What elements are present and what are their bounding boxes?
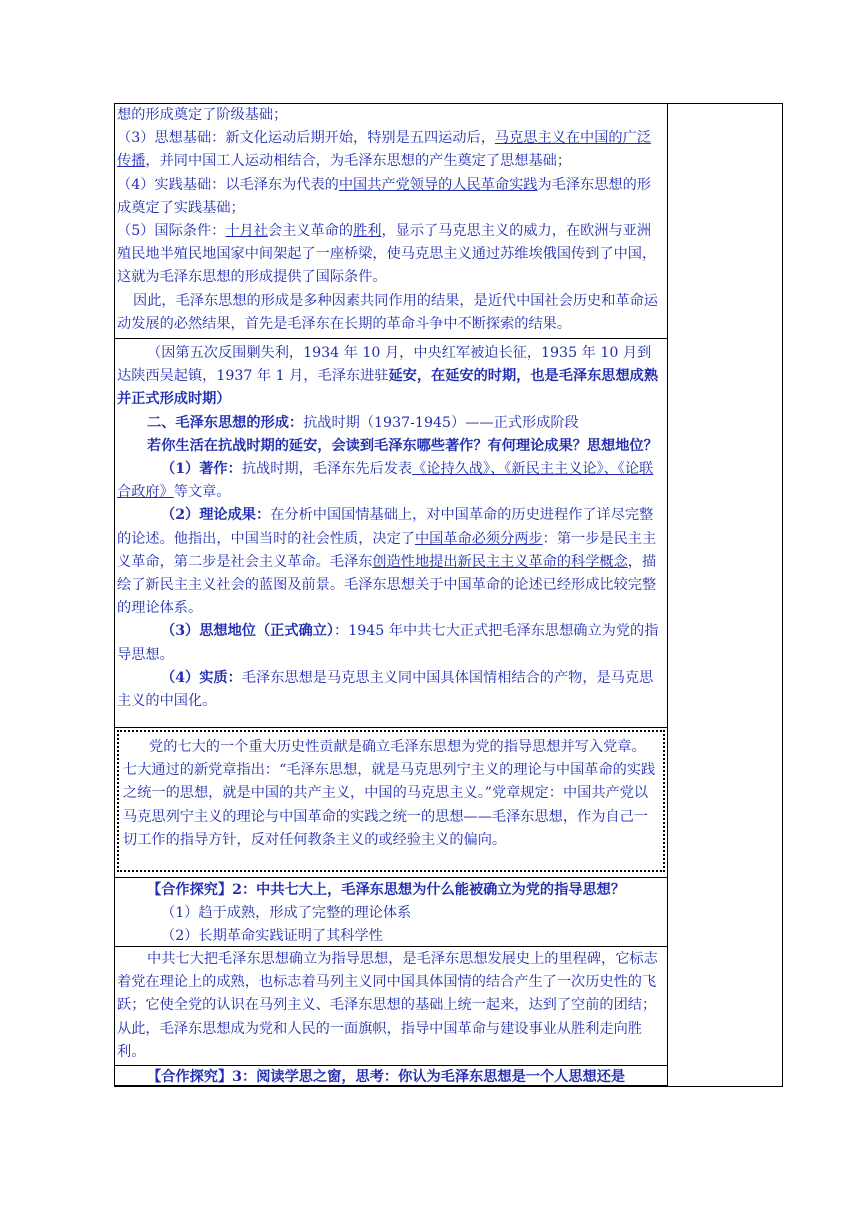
quote-box — [117, 730, 665, 872]
works-item: （1）著作：抗战时期，毛泽东先后发表《论持久战》、《新民主主义论》、《论联合政府》等文章。 — [117, 461, 654, 501]
cooperative-inquiry-2 — [115, 878, 667, 947]
significance-block — [115, 947, 667, 1066]
formation-conditions-block — [115, 104, 667, 339]
background-note: （因第五次反围剿失利，1934 年 10 月，中央红军被迫长征，1935 年 10 月到达陕西吴起镇，1937 年 1 月，毛泽东进驻延安，在延安的时期，也是毛泽东思想成熟并正式形成时期） — [117, 345, 659, 408]
quote-block — [115, 728, 667, 878]
column-divider — [667, 103, 668, 1087]
conclusion: 因此，毛泽东思想的形成是多种因素共同作用的结果，是近代中国社会历史和革命运动发展的必然结果，首先是毛泽东在长期的革命斗争中不断探索的结果。 — [117, 292, 658, 332]
guiding-question: 若你生活在抗战时期的延安，会读到毛泽东哪些著作？有何理论成果？思想地位？ — [147, 437, 658, 454]
inquiry-2-answer-2: （2）长期革命实践证明了其科学性 — [161, 928, 383, 945]
cooperative-inquiry-3 — [115, 1066, 667, 1086]
party-constitution-quote: 党的七大的一个重大历史性贡献是确立毛泽东思想为党的指导思想并写入党章。七大通过的新党章指出：“毛泽东思想，就是马克思列宁主义的理论与中国革命的实践之统一的思想，就是中国的共产主义，中国的马克思主义。”党章规定：中国共产党以马克思列宁主义的理论与中国革命的实践之统一的思想——毛泽东思想，作为自己一切工作的指导方针，反对任何教条主义的或经验主义的偏向。 — [123, 739, 656, 848]
theory-item: （2）理论成果：在分析中国国情基础上，对中国革命的历史进程作了详尽完整的论述。他指出，中国当时的社会性质，决定了中国革命必须分两步：第一步是民主主义革命，第二步是社会主义革命。毛泽东创造性地提出新民主主义革命的科学概念，描绘了新民主主义社会的蓝图及前景。毛泽东思想关于中国革命的论述已经形成比较完整的理论体系。 — [117, 507, 657, 617]
essence-item: （4）实质：毛泽东思想是马克思主义同中国具体国情相结合的产物，是马克思主义的中国化。 — [117, 669, 654, 710]
main-column — [115, 104, 667, 1086]
inquiry-2-answer-1: （1）趋于成熟，形成了完整的理论体系 — [161, 905, 412, 922]
seventh-congress-significance: 中共七大把毛泽东思想确立为指导思想，是毛泽东思想发展史上的里程碑，它标志着党在理论上的成熟，也标志着马列主义同中国具体国情的结合产生了一次历史性的飞跃；它使全党的认识在马列主义、毛泽东思想的基础上统一起来，达到了空前的团结；从此，毛泽东思想成为党和人民的一面旗帜，指导中国革命与建设事业从胜利走向胜利。 — [117, 951, 658, 1060]
international-conditions: （5）国际条件：十月社会主义革命的胜利，显示了马克思主义的威力，在欧洲与亚洲殖民地半殖民地国家中间架起了一座桥梁，使马克思主义通过苏维埃俄国传到了中国，这就为毛泽东思想的形成提供了国际条件。 — [117, 223, 657, 286]
formation-stage-block — [115, 339, 667, 728]
inquiry-2-question: 【合作探究】2：中共七大上，毛泽东思想为什么能被确立为党的指导思想？ — [147, 882, 626, 898]
practical-basis: （4）实践基础：以毛泽东为代表的中国共产党领导的人民革命实践为毛泽东思想的形成奠定了实践基础； — [117, 176, 651, 216]
section-heading: 二、毛泽东思想的形成：抗战时期（1937-1945）——正式形成阶段 — [147, 414, 579, 431]
inquiry-3-question: 【合作探究】3：阅读学思之窗，思考：你认为毛泽东思想是一个人思想还是 — [147, 1069, 626, 1085]
status-item: （3）思想地位（正式确立）：1945 年中共七大正式把毛泽东思想确立为党的指导思想。 — [117, 623, 659, 663]
class-basis-tail: 想的形成奠定了阶级基础； — [117, 107, 288, 123]
ideological-basis: （3）思想基础：新文化运动后期开始，特别是五四运动后，马克思主义在中国的广泛传播，并同中国工人运动相结合，为毛泽东思想的产生奠定了思想基础； — [117, 130, 651, 170]
